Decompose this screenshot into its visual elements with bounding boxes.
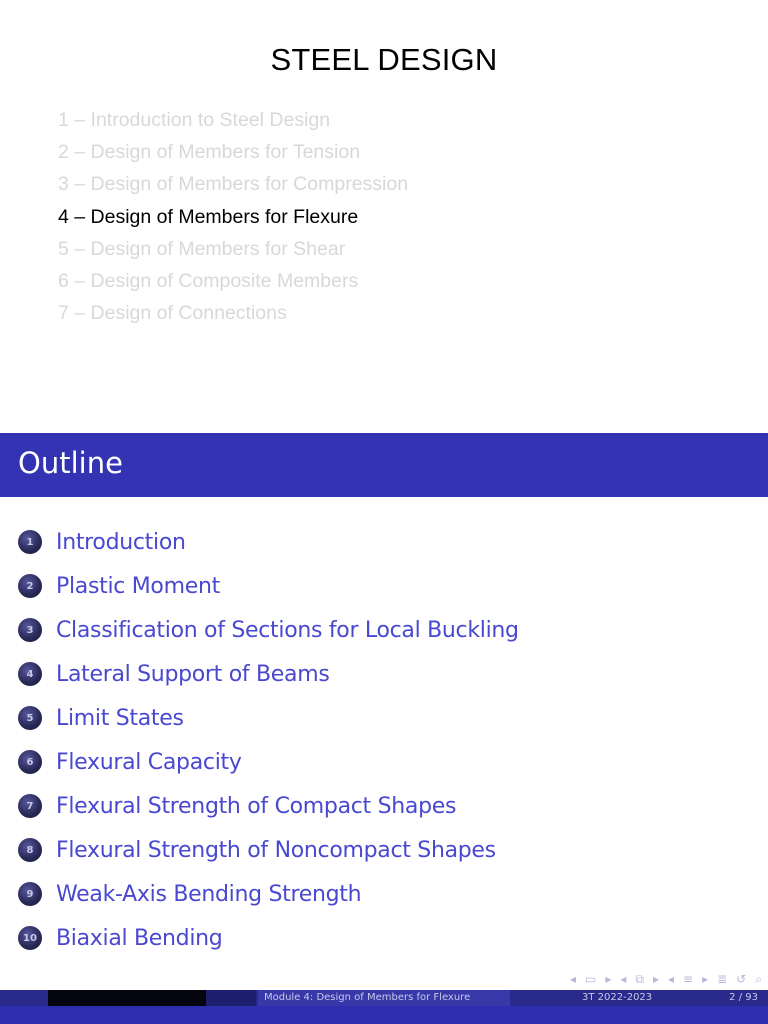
slide-title: Outline [18, 446, 123, 480]
outline-item-label[interactable]: Lateral Support of Beams [56, 661, 330, 687]
outline-item[interactable] [18, 740, 519, 784]
nav-subsection-icon[interactable]: ⧉ [635, 972, 644, 986]
outline-item-label[interactable]: Limit States [56, 705, 184, 731]
number-bullet-icon: 3 [18, 618, 42, 642]
outline-item[interactable] [18, 828, 519, 872]
number-bullet-icon: 5 [18, 706, 42, 730]
outline-item[interactable] [18, 520, 519, 564]
outline-item-label[interactable]: Plastic Moment [56, 573, 220, 599]
number-bullet-icon: 1 [18, 530, 42, 554]
number-bullet-icon: 7 [18, 794, 42, 818]
nav-find-icon[interactable]: ⌕ [755, 972, 762, 986]
nav-frame-icon[interactable]: ▭ [585, 972, 597, 986]
number-bullet-icon: 10 [18, 926, 42, 950]
outline-item-label[interactable]: Flexural Strength of Compact Shapes [56, 793, 457, 819]
module-item-5: 5 – Design of Members for Shear [58, 237, 346, 260]
outline-item-label[interactable]: Flexural Strength of Noncompact Shapes [56, 837, 496, 863]
footer-author-block [48, 990, 206, 1006]
footer-term: 3T 2022-2023 [582, 992, 653, 1003]
slide-footer [0, 990, 768, 1006]
outline-item[interactable] [18, 696, 519, 740]
outline-item-label[interactable]: Weak-Axis Bending Strength [56, 881, 362, 907]
outline-item-label[interactable]: Biaxial Bending [56, 925, 223, 951]
nav-section-prev-icon[interactable]: ◂ [668, 972, 675, 986]
module-item-6: 6 – Design of Composite Members [58, 269, 359, 292]
nav-frame-prev-icon[interactable]: ◂ [569, 972, 576, 986]
nav-undo-icon[interactable]: ↺ [736, 972, 747, 986]
outline-item[interactable] [18, 652, 519, 696]
outline-item[interactable] [18, 916, 519, 960]
nav-subsection-prev-icon[interactable]: ◂ [620, 972, 627, 986]
module-item-2: 2 – Design of Members for Tension [58, 141, 361, 164]
footer-module-title: Module 4: Design of Members for Flexure [258, 990, 510, 1006]
number-bullet-icon: 2 [18, 574, 42, 598]
number-bullet-icon: 4 [18, 662, 42, 686]
outline-item[interactable] [18, 784, 519, 828]
number-bullet-icon: 8 [18, 838, 42, 862]
module-list [58, 106, 408, 331]
outline-item-label[interactable]: Classification of Sections for Local Buckling [56, 617, 519, 643]
outline-item[interactable] [18, 872, 519, 916]
number-bullet-icon: 9 [18, 882, 42, 906]
nav-align-icon[interactable]: ≣ [717, 972, 728, 986]
outline-item[interactable] [18, 608, 519, 652]
nav-section-icon[interactable]: ≡ [683, 972, 694, 986]
outline-item-label[interactable]: Introduction [56, 529, 186, 555]
outline-list [18, 520, 519, 960]
footer-page-number: 2 / 93 [729, 992, 758, 1003]
slide-header [0, 433, 768, 497]
nav-frame-next-icon[interactable]: ▸ [605, 972, 612, 986]
module-item-7: 7 – Design of Connections [58, 302, 287, 325]
course-title: STEEL DESIGN [270, 42, 498, 77]
nav-section-next-icon[interactable]: ▸ [702, 972, 709, 986]
footer-institute-block [206, 990, 256, 1006]
outline-item[interactable] [18, 564, 519, 608]
outline-item-label[interactable]: Flexural Capacity [56, 749, 242, 775]
bottom-bar [0, 1006, 768, 1024]
module-item-1: 1 – Introduction to Steel Design [58, 109, 331, 131]
nav-subsection-next-icon[interactable]: ▸ [652, 972, 660, 986]
number-bullet-icon: 6 [18, 750, 42, 774]
module-item-3: 3 – Design of Members for Compression [58, 173, 409, 196]
beamer-navigation [570, 972, 762, 987]
module-item-4-current: 4 – Design of Members for Flexure [58, 205, 359, 228]
